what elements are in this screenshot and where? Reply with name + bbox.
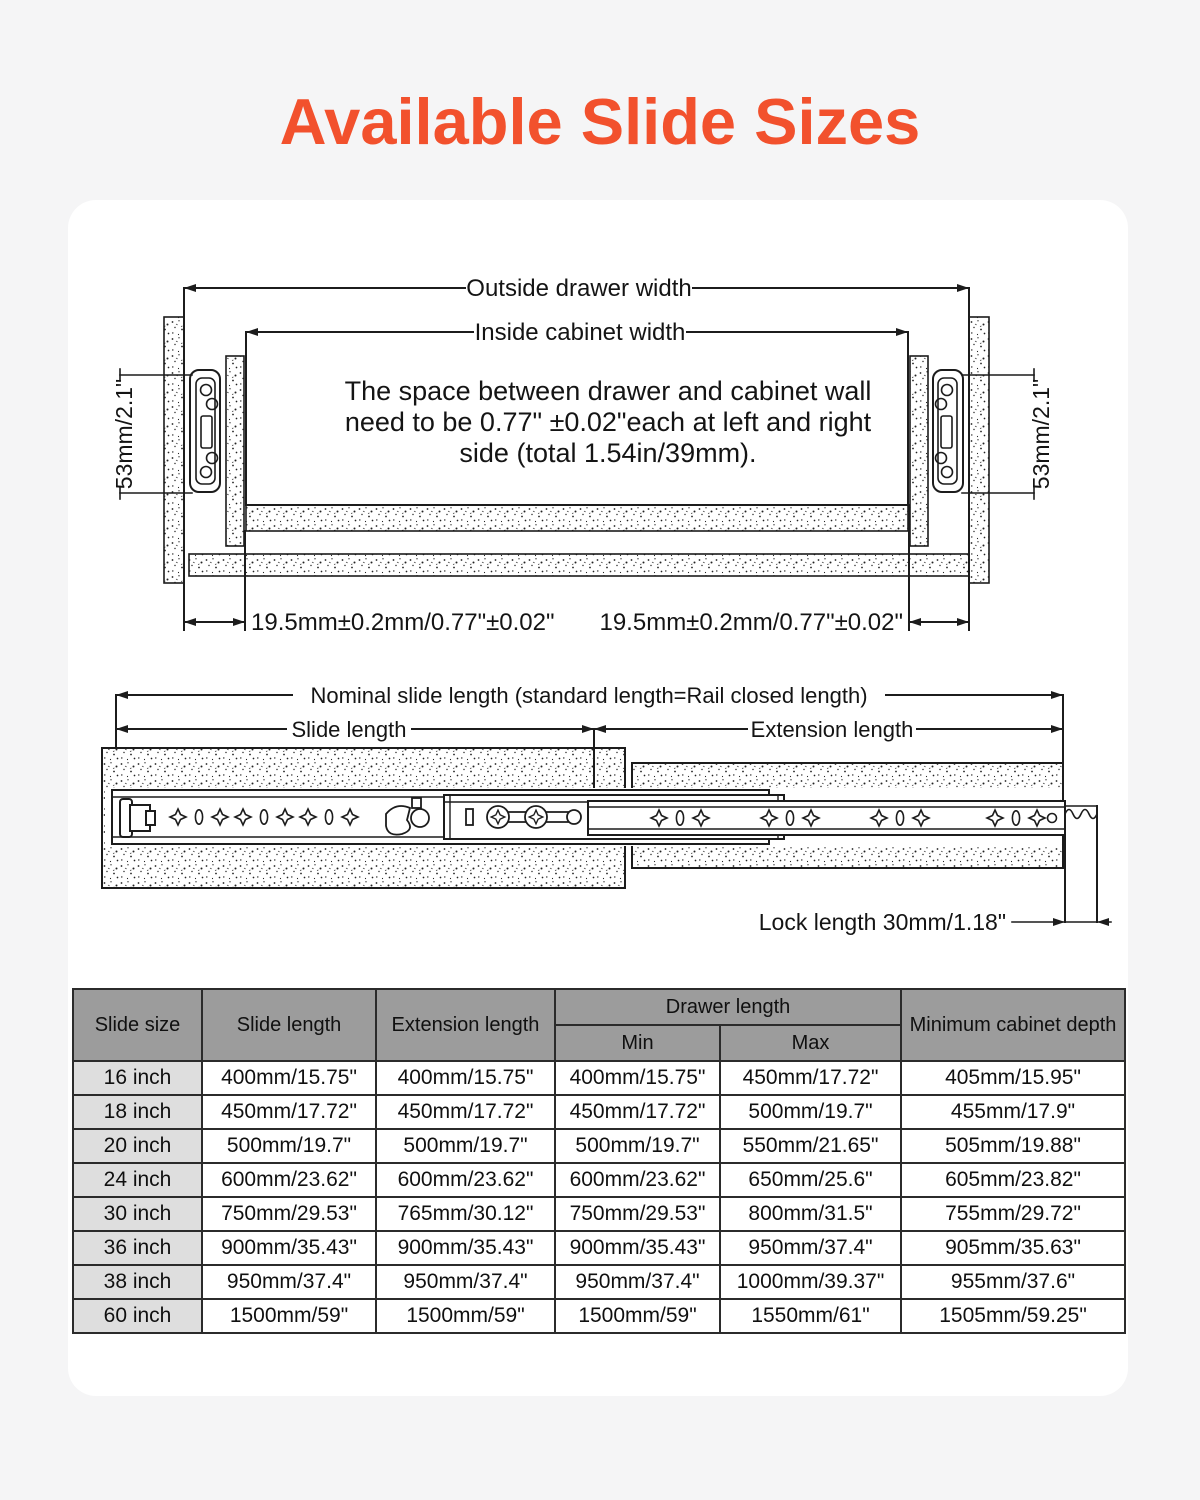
header-min-cabinet-depth: Minimum cabinet depth bbox=[901, 989, 1125, 1061]
nominal-length-label: Nominal slide length (standard length=Rail closed length) bbox=[310, 683, 868, 708]
slide-profile-right bbox=[933, 370, 963, 492]
cell-min-cabinet-depth: 505mm/19.88" bbox=[901, 1129, 1125, 1163]
table-row bbox=[73, 1129, 1125, 1163]
table-row bbox=[73, 1197, 1125, 1231]
cell-min-cabinet-depth: 455mm/17.9" bbox=[901, 1095, 1125, 1129]
header-slide-length: Slide length bbox=[202, 989, 376, 1061]
cell-slide-size: 36 inch bbox=[73, 1231, 202, 1265]
slide-size-table bbox=[72, 988, 1126, 1334]
cell-drawer-min: 1500mm/59" bbox=[555, 1299, 720, 1333]
cell-extension-length: 765mm/30.12" bbox=[376, 1197, 555, 1231]
side-clearance-label-left: 53mm/2.1" bbox=[111, 378, 137, 490]
cell-drawer-min: 450mm/17.72" bbox=[555, 1095, 720, 1129]
cell-extension-length: 1500mm/59" bbox=[376, 1299, 555, 1333]
cell-slide-length: 600mm/23.62" bbox=[202, 1163, 376, 1197]
cell-extension-length: 450mm/17.72" bbox=[376, 1095, 555, 1129]
cell-drawer-min: 950mm/37.4" bbox=[555, 1265, 720, 1299]
clearance-note-line3: side (total 1.54in/39mm). bbox=[459, 438, 757, 468]
cell-drawer-min: 900mm/35.43" bbox=[555, 1231, 720, 1265]
cell-slide-length: 500mm/19.7" bbox=[202, 1129, 376, 1163]
slide-length-diagram bbox=[102, 683, 1111, 926]
header-drawer-length: Drawer length bbox=[555, 989, 901, 1025]
cell-min-cabinet-depth: 605mm/23.82" bbox=[901, 1163, 1125, 1197]
cell-slide-length: 1500mm/59" bbox=[202, 1299, 376, 1333]
cell-drawer-min: 750mm/29.53" bbox=[555, 1197, 720, 1231]
cell-extension-length: 950mm/37.4" bbox=[376, 1265, 555, 1299]
page-title: Available Slide Sizes bbox=[279, 85, 921, 158]
table-row bbox=[73, 1299, 1125, 1333]
cell-drawer-max: 1550mm/61" bbox=[720, 1299, 901, 1333]
cell-slide-size: 24 inch bbox=[73, 1163, 202, 1197]
rear-bracket bbox=[120, 799, 155, 837]
cell-min-cabinet-depth: 1505mm/59.25" bbox=[901, 1299, 1125, 1333]
cell-slide-length: 900mm/35.43" bbox=[202, 1231, 376, 1265]
header-slide-size: Slide size bbox=[73, 989, 202, 1061]
cell-extension-length: 400mm/15.75" bbox=[376, 1061, 555, 1095]
inside-cabinet-width-label: Inside cabinet width bbox=[474, 319, 686, 346]
cell-slide-length: 950mm/37.4" bbox=[202, 1265, 376, 1299]
cell-drawer-max: 800mm/31.5" bbox=[720, 1197, 901, 1231]
cell-min-cabinet-depth: 405mm/15.95" bbox=[901, 1061, 1125, 1095]
cell-drawer-max: 1000mm/39.37" bbox=[720, 1265, 901, 1299]
cell-slide-size: 38 inch bbox=[73, 1265, 202, 1299]
technical-diagrams bbox=[68, 200, 1128, 988]
cell-drawer-min: 400mm/15.75" bbox=[555, 1061, 720, 1095]
header-drawer-min: Min bbox=[555, 1025, 720, 1061]
cell-slide-length: 750mm/29.53" bbox=[202, 1197, 376, 1231]
table-row bbox=[73, 1265, 1125, 1299]
cell-drawer-max: 450mm/17.72" bbox=[720, 1061, 901, 1095]
cell-slide-size: 30 inch bbox=[73, 1197, 202, 1231]
slide-profile-left bbox=[190, 370, 220, 492]
cell-min-cabinet-depth: 905mm/35.63" bbox=[901, 1231, 1125, 1265]
cell-slide-size: 16 inch bbox=[73, 1061, 202, 1095]
extension-length-label: Extension length bbox=[750, 717, 914, 742]
cell-slide-size: 20 inch bbox=[73, 1129, 202, 1163]
cell-drawer-max: 950mm/37.4" bbox=[720, 1231, 901, 1265]
clearance-note-line1: The space between drawer and cabinet wall bbox=[344, 376, 872, 406]
cell-extension-length: 600mm/23.62" bbox=[376, 1163, 555, 1197]
cell-slide-size: 60 inch bbox=[73, 1299, 202, 1333]
slide-length-label: Slide length bbox=[291, 717, 407, 742]
side-clearance-label-right: 53mm/2.1" bbox=[1028, 378, 1054, 490]
header-extension-length: Extension length bbox=[376, 989, 555, 1061]
cell-drawer-max: 550mm/21.65" bbox=[720, 1129, 901, 1163]
table-row bbox=[73, 1163, 1125, 1197]
gap-label-right: 19.5mm±0.2mm/0.77"±0.02" bbox=[599, 609, 903, 636]
table-row bbox=[73, 1095, 1125, 1129]
lock-length-label: Lock length 30mm/1.18" bbox=[758, 909, 1006, 935]
table-row bbox=[73, 1061, 1125, 1095]
clearance-note-line2: need to be 0.77" ±0.02"each at left and right bbox=[344, 407, 872, 437]
cell-drawer-max: 500mm/19.7" bbox=[720, 1095, 901, 1129]
cell-slide-length: 450mm/17.72" bbox=[202, 1095, 376, 1129]
outside-drawer-width-label: Outside drawer width bbox=[466, 275, 692, 302]
cell-extension-length: 500mm/19.7" bbox=[376, 1129, 555, 1163]
cell-min-cabinet-depth: 755mm/29.72" bbox=[901, 1197, 1125, 1231]
content-card bbox=[68, 200, 1128, 1396]
cell-slide-size: 18 inch bbox=[73, 1095, 202, 1129]
cell-slide-length: 400mm/15.75" bbox=[202, 1061, 376, 1095]
cell-drawer-max: 650mm/25.6" bbox=[720, 1163, 901, 1197]
cell-extension-length: 900mm/35.43" bbox=[376, 1231, 555, 1265]
cell-drawer-min: 500mm/19.7" bbox=[555, 1129, 720, 1163]
header-drawer-max: Max bbox=[720, 1025, 901, 1061]
cell-drawer-min: 600mm/23.62" bbox=[555, 1163, 720, 1197]
table-row bbox=[73, 1231, 1125, 1265]
cell-min-cabinet-depth: 955mm/37.6" bbox=[901, 1265, 1125, 1299]
gap-label-left: 19.5mm±0.2mm/0.77"±0.02" bbox=[251, 609, 555, 636]
